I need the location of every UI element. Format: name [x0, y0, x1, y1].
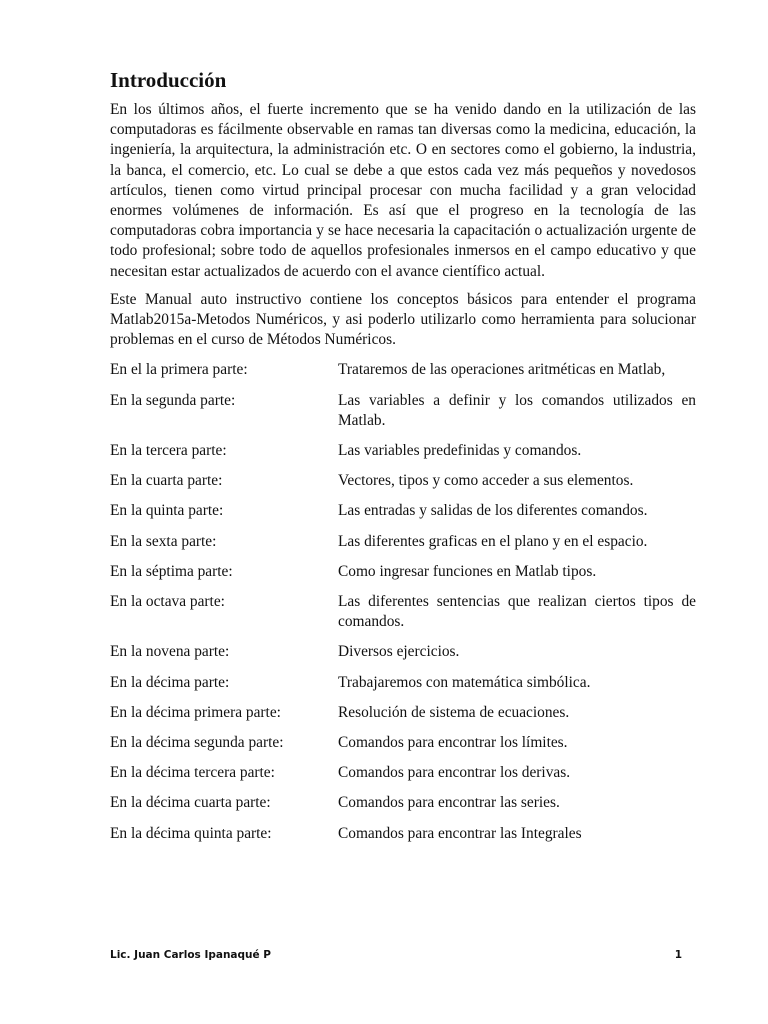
parts-list: [110, 360, 696, 843]
part-label: En la décima cuarta parte:: [110, 794, 271, 812]
part-row: [110, 360, 696, 380]
part-description: Comandos para encontrar los derivas.: [338, 764, 571, 782]
part-row: [110, 824, 696, 844]
part-row: [110, 793, 696, 813]
part-label: En la segunda parte:: [110, 391, 236, 409]
part-description: Trabajaremos con matemática simbólica.: [338, 673, 591, 691]
part-label: En la cuarta parte:: [110, 472, 223, 490]
part-label: En el la primera parte:: [110, 361, 248, 379]
part-description: Comandos para encontrar las series.: [338, 794, 560, 812]
part-row: [110, 763, 696, 783]
part-row: [110, 592, 696, 632]
part-label: En la tercera parte:: [110, 442, 227, 460]
page-content: [110, 66, 696, 854]
part-description: Las diferentes sentencias que realizan ciertos tipos de comandos.: [338, 593, 696, 631]
footer-author: Lic. Juan Carlos Ipanaqué P: [110, 949, 271, 961]
part-row: [110, 562, 696, 582]
page-title: Introducción: [110, 68, 227, 92]
part-label: En la décima quinta parte:: [110, 824, 272, 842]
part-row: [110, 501, 696, 521]
part-description: Resolución de sistema de ecuaciones.: [338, 703, 570, 721]
part-description: Diversos ejercicios.: [338, 643, 460, 661]
part-row: [110, 441, 696, 461]
part-label: En la décima tercera parte:: [110, 764, 275, 782]
part-description: Las diferentes graficas en el plano y en el espacio.: [338, 532, 648, 550]
part-description: Comandos para encontrar las Integrales: [338, 824, 582, 842]
part-label: En la décima segunda parte:: [110, 734, 284, 752]
part-description: Las variables a definir y los comandos utilizados en Matlab.: [338, 391, 696, 429]
part-description: Vectores, tipos y como acceder a sus elementos.: [338, 472, 634, 490]
part-row: [110, 733, 696, 753]
part-label: En la sexta parte:: [110, 532, 217, 550]
part-description: Como ingresar funciones en Matlab tipos.: [338, 562, 597, 580]
part-label: En la novena parte:: [110, 643, 230, 661]
part-description: Comandos para encontrar los límites.: [338, 734, 568, 752]
part-row: [110, 391, 696, 431]
part-row: [110, 703, 696, 723]
intro-paragraph-1: En los últimos años, el fuerte incremento que se ha venido dando en la utilización de las computadoras es fácilmente observable en ramas tan diversas como la medicina, educación, la ingeniería, la arquitectura, la administración etc. O en sectores como el gobierno, la industria, la banca, el comercio, etc. Lo cual se debe a que estos cada vez más pequeños y novedosos artículos, tienen como virtud principal procesar con mucha facilidad y a gran velocidad enormes volúmenes de información. Es así que el progreso en la tecnología de las computadoras cobra importancia y se hace necesaria la capacitación o actualización urgente de todo profesional; sobre todo de aquellos profesionales inmersos en el campo educativo y que necesitan estar actualizados de acuerdo con el avance científico actual.: [110, 101, 696, 280]
page-footer: [110, 949, 682, 961]
part-row: [110, 471, 696, 491]
part-label: En la décima parte:: [110, 673, 230, 691]
part-description: Las entradas y salidas de los diferentes comandos.: [338, 502, 648, 520]
part-description: Las variables predefinidas y comandos.: [338, 442, 582, 460]
part-row: [110, 673, 696, 693]
intro-paragraph-2: Este Manual auto instructivo contiene los conceptos básicos para entender el programa Matlab2015a-Metodos Numéricos, y asi poderlo utilizarlo como herramienta para solucionar problemas en el curso de Métodos Numéricos.: [110, 290, 696, 349]
part-row: [110, 642, 696, 662]
part-label: En la séptima parte:: [110, 562, 233, 580]
part-label: En la décima primera parte:: [110, 703, 281, 721]
page-number: 1: [674, 949, 682, 961]
part-description: Trataremos de las operaciones aritméticas en Matlab,: [338, 361, 666, 379]
part-label: En la octava parte:: [110, 593, 225, 611]
part-row: [110, 532, 696, 552]
part-label: En la quinta parte:: [110, 502, 224, 520]
